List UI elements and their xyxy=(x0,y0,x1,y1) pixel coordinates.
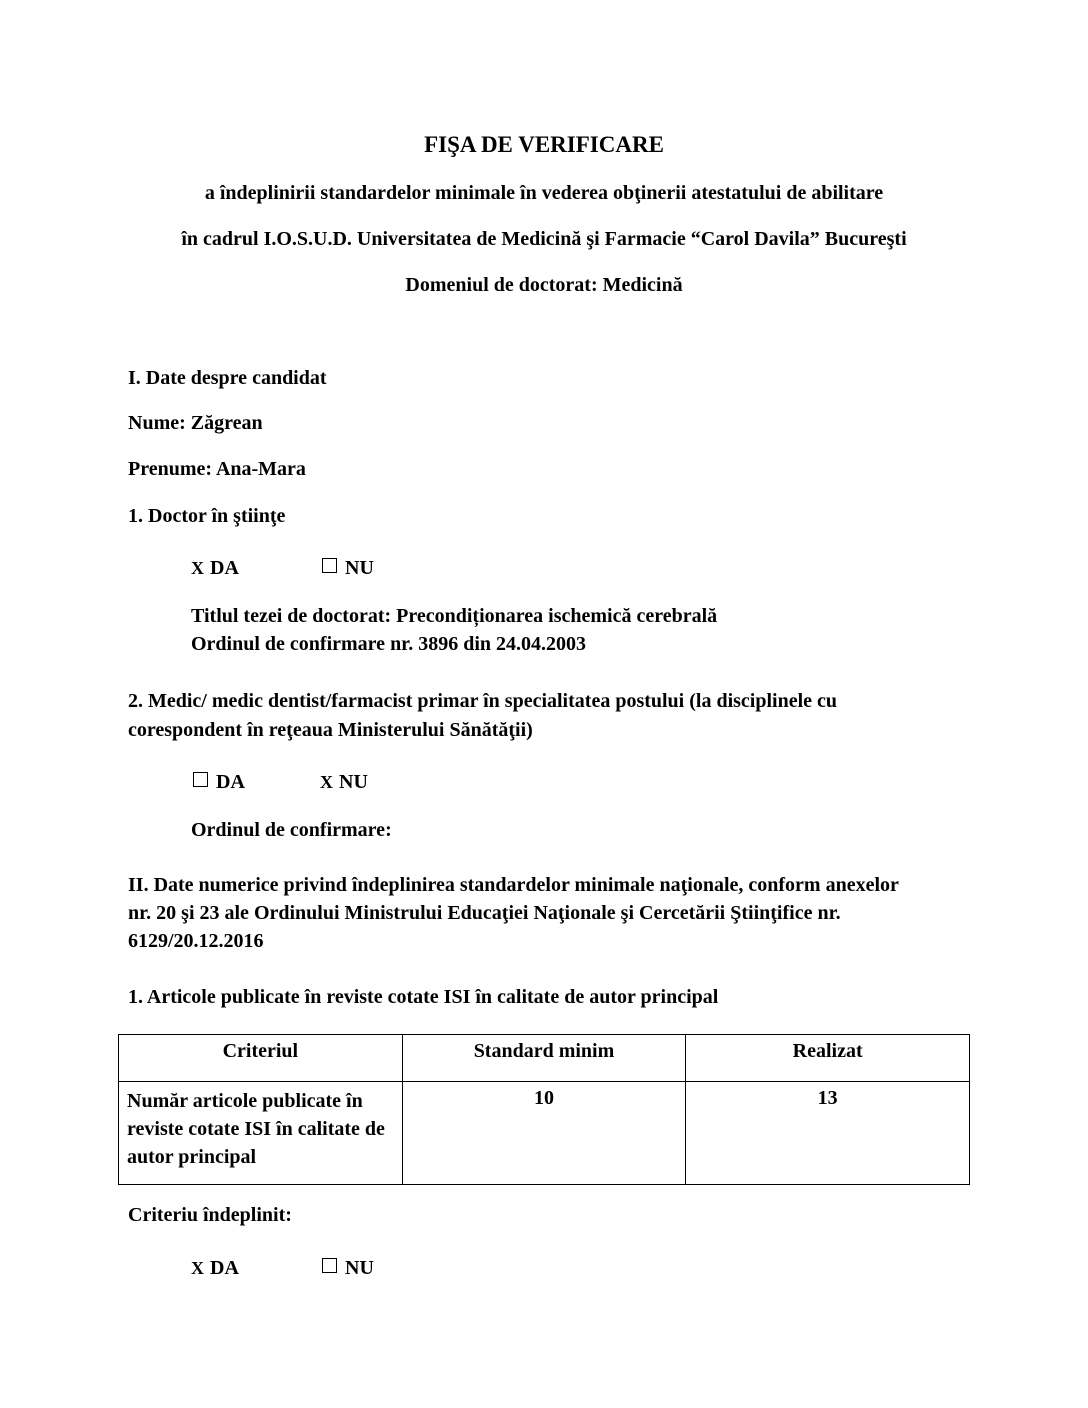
option-label: NU xyxy=(339,771,368,793)
document-subtitle: a îndeplinirii standardelor minimale în vederea obţinerii atestatului de abilitare xyxy=(204,182,884,204)
section-2-heading-line2: nr. 20 şi 23 ale Ordinului Ministrului Educaţiei Naţionale şi Cercetării Ştiinţifice nr. xyxy=(128,902,841,924)
option-label: NU xyxy=(345,1257,374,1279)
criterion-cell: Număr articole publicate în reviste cotate ISI în calitate de autor principal xyxy=(127,1090,385,1168)
result-option-nu[interactable] xyxy=(322,1258,374,1278)
achieved-cell: 13 xyxy=(686,1082,970,1185)
option-label: DA xyxy=(216,771,245,793)
column-header: Criteriul xyxy=(119,1035,403,1082)
question-1-label: 1. Doctor în ştiinţe xyxy=(128,505,286,527)
section-2-heading-line3: 6129/20.12.2016 xyxy=(128,930,264,952)
criteria-table xyxy=(118,1034,970,1185)
empty-checkbox-icon xyxy=(322,1258,337,1273)
item-1-heading: 1. Articole publicate în reviste cotate ISI în calitate de autor principal xyxy=(128,986,719,1008)
table-row xyxy=(119,1082,970,1185)
document-title: FIŞA DE VERIFICARE xyxy=(424,132,664,157)
q1-option-da[interactable] xyxy=(191,558,239,578)
option-label: NU xyxy=(345,557,374,579)
q2-option-da[interactable] xyxy=(193,772,245,792)
candidate-surname: Nume: Zăgrean xyxy=(128,412,263,434)
doctoral-domain: Domeniul de doctorat: Medicină xyxy=(405,274,683,296)
section-2-heading-line1: II. Date numerice privind îndeplinirea standardelor minimale naţionale, conform anexelor xyxy=(128,874,899,896)
column-header: Realizat xyxy=(686,1035,970,1082)
candidate-first-name: Prenume: Ana-Mara xyxy=(128,458,306,480)
confirmation-order: Ordinul de confirmare nr. 3896 din 24.04.2003 xyxy=(191,633,587,655)
minimum-standard-cell: 10 xyxy=(402,1082,686,1185)
option-label: DA xyxy=(210,557,239,579)
institution-line: în cadrul I.O.S.U.D. Universitatea de Medicină şi Farmacie “Carol Davila” Bucureşti xyxy=(181,228,907,250)
question-2-label-line2: corespondent în reţeaua Ministerului Sănătăţii) xyxy=(128,719,533,741)
x-mark-icon: X xyxy=(320,772,333,792)
x-mark-icon: X xyxy=(191,1258,204,1278)
q2-option-nu[interactable] xyxy=(320,772,368,792)
q1-option-nu[interactable] xyxy=(322,558,374,578)
result-option-da[interactable] xyxy=(191,1258,239,1278)
option-label: DA xyxy=(210,1257,239,1279)
q2-confirmation-order: Ordinul de confirmare: xyxy=(191,819,392,841)
empty-checkbox-icon xyxy=(322,558,337,573)
question-2-label-line1: 2. Medic/ medic dentist/farmacist primar în specialitatea postului (la disciplinele cu xyxy=(128,690,838,712)
x-mark-icon: X xyxy=(191,558,204,578)
table-header-row xyxy=(119,1035,970,1082)
empty-checkbox-icon xyxy=(193,772,208,787)
column-header: Standard minim xyxy=(402,1035,686,1082)
thesis-title: Titlul tezei de doctorat: Precondiționarea ischemică cerebrală xyxy=(191,605,718,627)
section-1-heading: I. Date despre candidat xyxy=(128,367,327,389)
criterion-fulfilled-label: Criteriu îndeplinit: xyxy=(128,1204,292,1226)
